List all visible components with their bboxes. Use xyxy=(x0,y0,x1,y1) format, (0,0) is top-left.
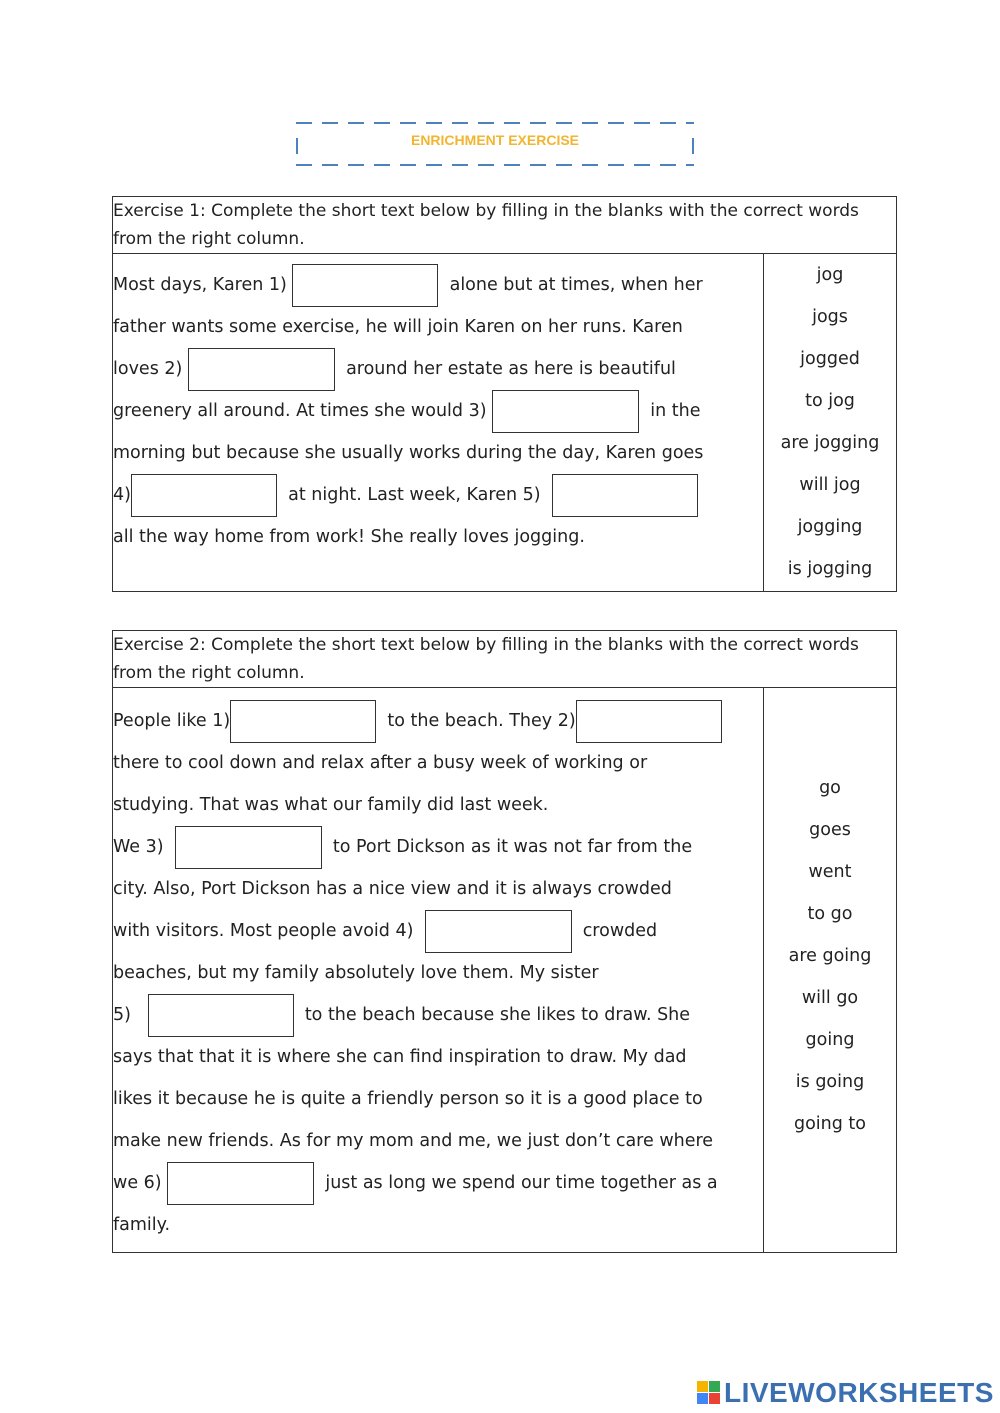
text-line: with visitors. Most people avoid 4) xyxy=(113,921,414,941)
text-line: People like 1) xyxy=(113,711,231,731)
word-option: is going xyxy=(795,1072,865,1092)
text-line: all the way home from work! She really loves jogging. xyxy=(113,527,585,547)
liveworksheets-logo xyxy=(697,1376,994,1410)
page-title: ENRICHMENT EXERCISE xyxy=(410,132,580,148)
word-option: will jog xyxy=(799,475,861,495)
word-option: goes xyxy=(809,820,851,840)
word-option: going xyxy=(805,1030,855,1050)
exercise-2-instruction: Exercise 2: Complete the short text below by filling in the blanks with the correct words from the right column. xyxy=(113,631,897,688)
word-option: jog xyxy=(816,265,844,285)
exercise-2-passage xyxy=(113,688,764,1253)
answer-blank-4[interactable] xyxy=(425,910,572,953)
word-option: go xyxy=(819,778,841,798)
word-option: will go xyxy=(801,988,859,1008)
answer-blank-5[interactable] xyxy=(552,474,698,517)
exercise-1-word-bank xyxy=(764,254,897,592)
text-line: there to cool down and relax after a busy week of working or xyxy=(113,753,648,773)
word-option: went xyxy=(808,862,852,882)
word-option: are going xyxy=(788,946,872,966)
text-line: 4) xyxy=(113,485,131,505)
text-line: loves 2) xyxy=(113,359,183,379)
answer-blank-4[interactable] xyxy=(131,474,277,517)
word-option: jogged xyxy=(800,349,860,369)
title-box xyxy=(296,122,694,166)
text-line: We 3) xyxy=(113,837,164,857)
answer-blank-3[interactable] xyxy=(175,826,322,869)
text-line: studying. That was what our family did last week. xyxy=(113,795,549,815)
word-option: is jogging xyxy=(787,559,873,579)
text-line: alone but at times, when her xyxy=(449,275,703,295)
answer-blank-3[interactable] xyxy=(492,390,639,433)
word-option: to jog xyxy=(805,391,855,411)
word-option: going to xyxy=(793,1114,866,1134)
text-line: Most days, Karen 1) xyxy=(113,275,287,295)
text-line: crowded xyxy=(582,921,658,941)
text-line: to the beach because she likes to draw. She xyxy=(304,1005,691,1025)
text-line: we 6) xyxy=(113,1173,162,1193)
text-line: greenery all around. At times she would 3) xyxy=(113,401,487,421)
answer-blank-1[interactable] xyxy=(292,264,438,307)
text-line: city. Also, Port Dickson has a nice view and it is always crowded xyxy=(113,879,672,899)
text-line: in the xyxy=(650,401,701,421)
text-line: says that that it is where she can find inspiration to draw. My dad xyxy=(113,1047,687,1067)
text-line: family. xyxy=(113,1215,171,1235)
text-line: just as long we spend our time together as a xyxy=(325,1173,718,1193)
text-line: father wants some exercise, he will join Karen on her runs. Karen xyxy=(113,317,683,337)
answer-blank-2[interactable] xyxy=(188,348,335,391)
exercise-1-table xyxy=(112,196,897,592)
text-line: make new friends. As for my mom and me, we just don’t care where xyxy=(113,1131,714,1151)
answer-blank-5[interactable] xyxy=(148,994,294,1037)
logo-icon xyxy=(697,1381,721,1405)
text-line: likes it because he is quite a friendly person so it is a good place to xyxy=(113,1089,703,1109)
exercise-2-table xyxy=(112,630,897,1253)
word-option: are jogging xyxy=(780,433,880,453)
word-option: jogs xyxy=(812,307,848,327)
answer-blank-6[interactable] xyxy=(167,1162,314,1205)
text-line: to the beach. They 2) xyxy=(387,711,576,731)
text-line: morning but because she usually works during the day, Karen goes xyxy=(113,443,704,463)
exercise-1-passage xyxy=(113,254,764,592)
word-option: to go xyxy=(807,904,853,924)
exercise-1-instruction: Exercise 1: Complete the short text below by filling in the blanks with the correct words from the right column. xyxy=(113,197,897,254)
answer-blank-1[interactable] xyxy=(230,700,376,743)
text-line: 5) xyxy=(113,1005,131,1025)
text-line: beaches, but my family absolutely love them. My sister xyxy=(113,963,599,983)
word-option: jogging xyxy=(797,517,863,537)
answer-blank-2[interactable] xyxy=(576,700,722,743)
text-line: to Port Dickson as it was not far from the xyxy=(332,837,693,857)
text-line: at night. Last week, Karen 5) xyxy=(288,485,541,505)
brand-name: LIVEWORKSHEETS xyxy=(724,1377,994,1408)
text-line: around her estate as here is beautiful xyxy=(346,359,676,379)
exercise-2-word-bank xyxy=(764,688,897,1253)
